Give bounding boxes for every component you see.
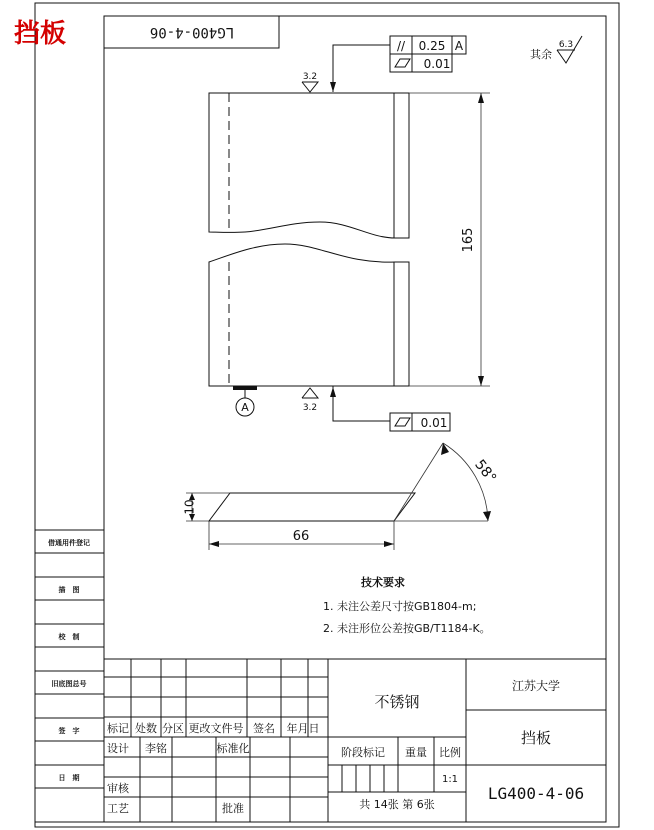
tech-requirements — [323, 575, 491, 635]
revision-header: 年月日 — [286, 722, 320, 735]
roughness-top-icon — [302, 82, 318, 92]
left-strip — [35, 530, 104, 822]
approve-label: 批准 — [222, 802, 244, 815]
angle-arc — [443, 443, 488, 521]
outer-border — [35, 3, 619, 827]
height-dimension — [409, 93, 490, 386]
revision-header: 标记 — [107, 722, 129, 735]
roughness-bottom-icon — [302, 388, 318, 398]
parallelism-value: 0.25 — [418, 39, 446, 53]
flatness-symbol-bottom-icon — [395, 418, 410, 426]
general-roughness-label: 其余 — [530, 48, 552, 61]
upper-block — [209, 93, 409, 238]
revision-header: 分区 — [162, 722, 184, 735]
length-dimension-value: 66 — [292, 529, 310, 544]
tolerance-frame-top — [330, 36, 466, 92]
general-roughness — [530, 36, 582, 63]
flatness-symbol-icon — [395, 59, 410, 67]
strip-label: 校 制 — [58, 633, 80, 641]
part-name: 挡板 — [520, 729, 552, 747]
revision-header: 更改文件号 — [188, 722, 244, 735]
inverted-number-box — [104, 16, 279, 48]
process-label: 工艺 — [107, 802, 129, 815]
tech-requirement-item: 1. 未注公差尺寸按GB1804-m; — [323, 600, 477, 613]
datum-reference: A — [454, 39, 464, 53]
side-view — [183, 443, 500, 550]
strip-label: 旧底图总号 — [51, 680, 87, 688]
leader-bottom — [333, 386, 390, 421]
top-roughness — [302, 72, 318, 92]
organization: 江苏大学 — [511, 679, 561, 693]
leader-top — [333, 45, 390, 92]
drawing-number: LG400-4-06 — [487, 784, 585, 803]
weight-label: 重量 — [405, 746, 427, 759]
flatness-value-top: 0.01 — [423, 57, 451, 71]
strip-label: 签 字 — [58, 727, 80, 735]
front-view — [209, 93, 409, 416]
strip-label: 日 期 — [58, 774, 80, 782]
overlay-title: 挡板 — [14, 19, 67, 49]
height-dimension-value: 165 — [461, 227, 476, 253]
sheet-info: 共 14张 第 6张 — [359, 798, 435, 811]
title-block — [104, 659, 606, 822]
general-roughness-value: 6.3 — [558, 40, 574, 50]
revision-header: 处数 — [135, 722, 157, 735]
material: 不锈钢 — [374, 693, 420, 711]
roughness-top-value: 3.2 — [302, 72, 318, 82]
roughness-bottom-value: 3.2 — [302, 403, 318, 413]
tech-requirements-title: 技术要求 — [361, 576, 405, 589]
stage-label: 阶段标记 — [341, 746, 385, 759]
leader-arrow-icon — [330, 82, 336, 92]
side-profile — [209, 493, 415, 521]
standardize-label: 标准化 — [216, 742, 250, 755]
parallelism-symbol: // — [396, 39, 406, 53]
scale-label: 比例 — [439, 746, 461, 759]
angle-dimension-value: 58° — [471, 456, 500, 487]
strip-label: 描 图 — [58, 586, 80, 594]
design-label: 设计 — [107, 742, 129, 755]
tech-requirement-item: 2. 未注形位公差按GB/T1184-K。 — [323, 622, 491, 635]
revision-header: 签名 — [253, 722, 275, 735]
lower-block — [209, 244, 409, 386]
strip-label: 借通用件登记 — [48, 539, 90, 547]
datum-bar — [233, 386, 257, 390]
designer-name: 李铭 — [145, 742, 167, 755]
scale-value: 1:1 — [441, 774, 459, 785]
review-label: 审核 — [107, 782, 129, 795]
inverted-drawing-number: LG400-4-06 — [149, 24, 235, 40]
inner-frame — [104, 16, 606, 822]
bottom-annotations — [302, 386, 450, 431]
datum-label: A — [241, 401, 249, 414]
thickness-dimension-value: 10 — [182, 499, 197, 515]
flatness-value-bottom: 0.01 — [420, 416, 448, 430]
